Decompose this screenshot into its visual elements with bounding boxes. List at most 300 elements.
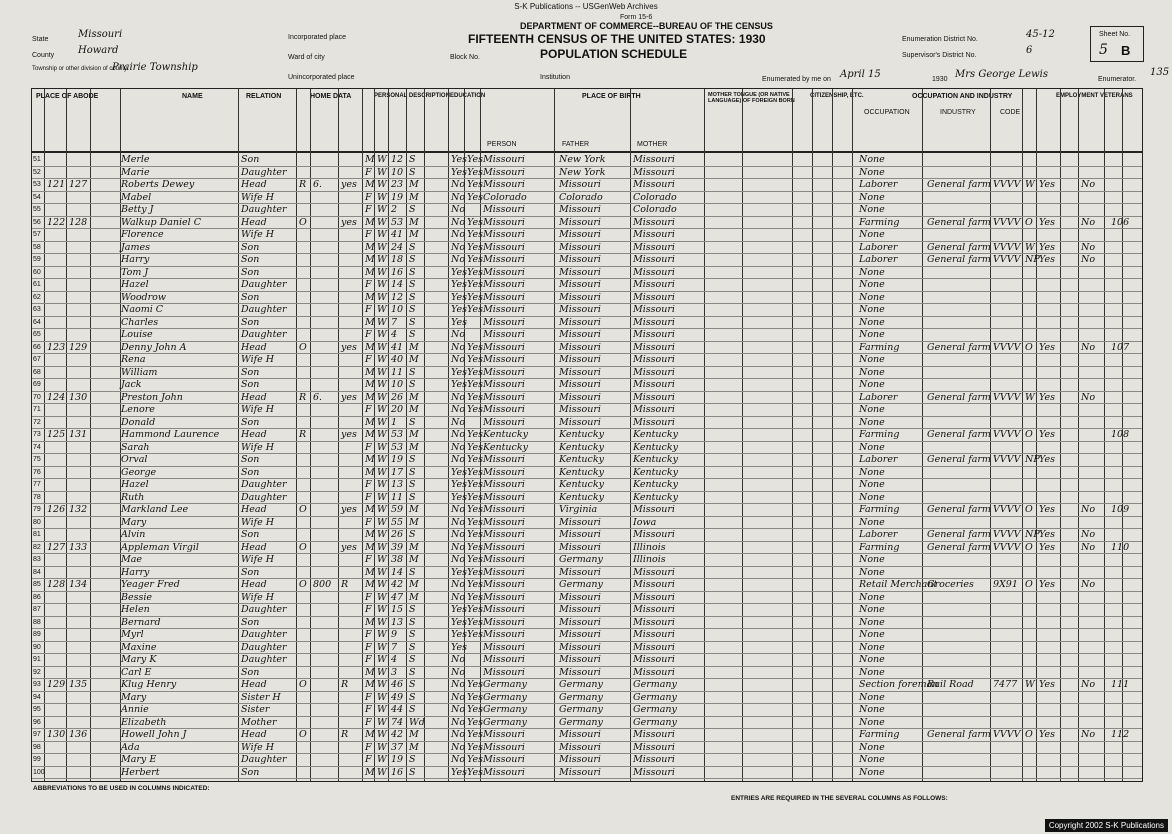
cell-occ: None (859, 279, 885, 290)
cell-rel: Head (241, 216, 267, 228)
cell-ms: M (409, 216, 419, 228)
cell-read: Yes (467, 629, 483, 640)
cell-race: W (377, 254, 387, 265)
cell-radio: yes (341, 179, 357, 190)
cell-occ: None (859, 766, 885, 778)
cell-name: Florence (121, 229, 164, 240)
cell-line: 64 (33, 318, 41, 326)
cell-bp: Missouri (483, 479, 525, 490)
cell-occ: None (859, 379, 885, 390)
cell-fam: 129 (69, 341, 88, 353)
cell-school: No (451, 591, 466, 603)
table-row (32, 416, 1142, 429)
table-row (32, 466, 1142, 479)
cell-fbp: Missouri (559, 341, 601, 353)
cell-race: W (377, 404, 387, 415)
cell-race: W (377, 479, 387, 490)
cell-age: 55 (391, 516, 404, 528)
cell-mbp: Missouri (633, 291, 675, 303)
cell-school: Yes (451, 604, 467, 615)
cell-name: Alvin (121, 529, 146, 540)
cell-age: 19 (391, 754, 404, 765)
cell-school: Yes (451, 279, 467, 290)
cell-occ: None (859, 304, 885, 315)
cell-dw: 130 (47, 729, 66, 740)
cell-ms: S (409, 704, 416, 715)
table-row (32, 716, 1142, 729)
cell-sex: F (365, 604, 372, 615)
cell-rel: Head (241, 504, 267, 515)
cell-line: 87 (33, 606, 41, 613)
cell-ind: General farm (927, 254, 991, 265)
table-row (32, 678, 1142, 691)
cell-occ: Laborer (859, 241, 898, 253)
cell-mbp: Missouri (633, 766, 675, 778)
cell-occ: None (859, 691, 885, 703)
cell-line: 95 (33, 706, 41, 713)
cell-fbp: Missouri (559, 416, 601, 428)
cell-race: W (377, 616, 387, 628)
cell-occ: None (859, 566, 885, 578)
cell-code: 7477 (993, 679, 1018, 690)
cell-school: Yes (451, 766, 467, 778)
cell-bp: Missouri (483, 316, 525, 328)
cell-read: Yes (467, 479, 483, 490)
cell-name: Hazel (121, 279, 149, 290)
cell-rel: Son (241, 454, 260, 465)
table-row (32, 741, 1142, 754)
cell-occ: None (859, 191, 885, 203)
table-row (32, 703, 1142, 716)
cell-age: 47 (391, 591, 404, 603)
cell-line: 67 (33, 356, 41, 363)
cell-age: 23 (391, 179, 404, 190)
cell-rel: Daughter (241, 479, 287, 490)
cell-bp: Missouri (483, 466, 525, 478)
cell-vet: No (1081, 504, 1096, 515)
cell-school: No (451, 741, 466, 753)
cell-line: 85 (33, 581, 41, 588)
cell-occ: None (859, 166, 885, 178)
cell-read: Yes (467, 691, 483, 703)
cell-rel: Head (241, 429, 267, 440)
header-veterans: VETERANS (1100, 93, 1133, 99)
cell-sex: M (365, 666, 375, 678)
cell-mbp: Missouri (633, 166, 675, 178)
cell-fam: 134 (69, 579, 88, 590)
table-row (32, 603, 1142, 616)
cell-rel: Head (241, 179, 267, 190)
cell-rel: Head (241, 541, 267, 553)
township-value: Prairie Township (112, 62, 198, 73)
cell-ind: General farm (927, 729, 991, 740)
cell-ms: M (409, 391, 419, 403)
table-row (32, 428, 1142, 441)
table-row (32, 166, 1142, 179)
cell-line: 96 (33, 718, 41, 726)
table-row (32, 266, 1142, 279)
cell-rel: Son (241, 266, 260, 278)
cell-ms: M (409, 579, 419, 590)
cell-fbp: Missouri (559, 379, 601, 390)
cell-occ: None (859, 491, 885, 503)
cell-bp: Missouri (483, 291, 525, 303)
cell-school: No (451, 679, 466, 690)
cell-race: W (377, 379, 387, 390)
cell-rel: Son (241, 466, 260, 478)
cell-race: W (377, 729, 387, 740)
cell-read: Yes (467, 604, 483, 615)
cell-sex: F (365, 479, 372, 490)
cell-fbp: Virginia (559, 504, 598, 515)
cell-fbp: Missouri (559, 279, 601, 290)
cell-ms: M (409, 729, 419, 740)
header-occupation: OCCUPATION (864, 109, 910, 116)
supervisor-district-value: 6 (1026, 45, 1033, 56)
cell-sex: F (365, 491, 372, 503)
cell-school: Yes (451, 316, 467, 328)
cell-age: 11 (391, 366, 404, 378)
cell-mbp: Missouri (633, 316, 675, 328)
cell-line: 51 (33, 156, 41, 163)
cell-ms: S (409, 666, 416, 678)
cell-ind: General farm (927, 241, 991, 253)
header-mother-tongue: MOTHER TONGUE (OR NATIVE LANGUAGE) OF FOREIGN BORN (708, 92, 795, 104)
cell-race: W (377, 204, 387, 215)
cell-age: 13 (391, 479, 404, 490)
cell-occ: Laborer (859, 454, 898, 465)
cell-age: 14 (391, 566, 404, 578)
cell-fbp: Germany (559, 691, 603, 703)
table-row (32, 178, 1142, 191)
cell-occ: None (859, 741, 885, 753)
cell-fbp: Missouri (559, 229, 601, 240)
cell-bp: Missouri (483, 629, 525, 640)
cell-fbp: Missouri (559, 541, 601, 553)
cell-bp: Missouri (483, 754, 525, 765)
cell-fbp: Missouri (559, 241, 601, 253)
cell-occ: Farming (859, 216, 900, 228)
cell-sex: F (365, 591, 372, 603)
cell-name: Mary (121, 691, 147, 703)
cell-read: Yes (467, 366, 483, 378)
cell-name: Annie (121, 704, 149, 715)
cell-name: Charles (121, 316, 159, 328)
department: DEPARTMENT OF COMMERCE--BUREAU OF THE CENSUS (520, 21, 773, 31)
cell-ms: S (409, 416, 416, 428)
cell-age: 59 (391, 504, 404, 515)
cell-sex: F (365, 441, 372, 453)
cell-rel: Son (241, 766, 260, 778)
cell-mbp: Missouri (633, 179, 675, 190)
cell-age: 4 (391, 654, 398, 665)
cell-age: 53 (391, 429, 404, 440)
table-row (32, 216, 1142, 229)
cell-race: W (377, 341, 387, 353)
cell-bp: Missouri (483, 616, 525, 628)
cell-sex: F (365, 329, 372, 340)
cell-race: W (377, 629, 387, 640)
cell-read: Yes (467, 241, 483, 253)
cell-read: Yes (467, 529, 483, 540)
cell-fbp: Missouri (559, 629, 601, 640)
cell-fbp: Kentucky (559, 479, 604, 490)
cell-line: 63 (33, 306, 41, 313)
cell-mbp: Missouri (633, 566, 675, 578)
cell-occ: None (859, 266, 885, 278)
cell-age: 12 (391, 154, 404, 165)
cell-own: O (299, 341, 307, 353)
cell-school: Yes (451, 166, 467, 178)
form-number: Form 15-6 (620, 14, 653, 21)
cell-line: 94 (33, 693, 41, 701)
cell-school: No (451, 691, 466, 703)
table-row (32, 228, 1142, 241)
incorporated-label: Incorporated place (288, 34, 346, 41)
cell-ms: M (409, 504, 419, 515)
abbreviations-title: ABBREVIATIONS TO BE USED IN COLUMNS INDICATED: (33, 785, 210, 792)
cell-school: Yes (451, 629, 467, 640)
cell-ms: S (409, 679, 416, 690)
cell-race: W (377, 416, 387, 428)
cell-fam: 131 (69, 429, 88, 440)
cell-school: No (451, 254, 466, 265)
cell-rel: Son (241, 529, 260, 540)
cell-race: W (377, 591, 387, 603)
cell-bp: Missouri (483, 666, 525, 678)
table-row (32, 441, 1142, 454)
cell-read: Yes (467, 516, 483, 528)
cell-occ: None (859, 716, 885, 728)
cell-age: 74 (391, 716, 404, 728)
cell-read: Yes (467, 591, 483, 603)
cell-farm: 107 (1111, 341, 1130, 353)
cell-bp: Missouri (483, 504, 525, 515)
cell-rel: Sister H (241, 691, 281, 703)
institution-label: Institution (540, 74, 570, 81)
cell-name: Herbert (121, 766, 160, 778)
cell-age: 41 (391, 229, 404, 240)
table-row (32, 191, 1142, 204)
cell-name: Myrl (121, 629, 144, 640)
cell-own: R (299, 391, 307, 403)
cell-rel: Wife H (241, 404, 275, 415)
cell-code: VVVV (993, 216, 1021, 228)
cell-line: 73 (33, 431, 41, 438)
cell-read: Yes (467, 466, 483, 478)
cell-ms: S (409, 379, 416, 390)
cell-sex: M (365, 466, 375, 478)
cell-name: Yeager Fred (121, 579, 180, 590)
cell-emp: Yes (1039, 679, 1055, 690)
cell-name: Harry (121, 254, 150, 265)
cell-bp: Germany (483, 691, 527, 703)
table-row (32, 616, 1142, 629)
cell-sex: M (365, 379, 375, 390)
cell-race: W (377, 304, 387, 315)
cell-bp: Missouri (483, 579, 525, 590)
enumerator-label: Enumerator. (1098, 76, 1137, 83)
cell-race: W (377, 279, 387, 290)
cell-line: 76 (33, 468, 41, 476)
cell-race: W (377, 191, 387, 203)
cell-dw: 127 (47, 541, 66, 553)
cell-school: Yes (451, 154, 467, 165)
enumerator-name: Mrs George Lewis (955, 69, 1048, 80)
page-mark: 135 (1150, 67, 1170, 78)
cell-line: 83 (33, 556, 41, 563)
cell-sex: M (365, 216, 375, 228)
cell-vet: No (1081, 391, 1096, 403)
cell-sex: F (365, 754, 372, 765)
cell-fbp: Kentucky (559, 429, 604, 440)
cell-school: No (451, 454, 466, 465)
cell-occ: None (859, 554, 885, 565)
cell-name: Howell John J (121, 729, 187, 740)
cell-radio: yes (341, 541, 357, 553)
cell-read: Yes (467, 454, 483, 465)
cell-school: Yes (451, 266, 467, 278)
cell-mbp: Missouri (633, 741, 675, 753)
cell-sex: M (365, 416, 375, 428)
cell-rel: Son (241, 241, 260, 253)
cell-ms: S (409, 479, 416, 490)
cell-age: 39 (391, 541, 404, 553)
cell-name: Appleman Virgil (121, 541, 199, 553)
header-citizenship: CITIZENSHIP, ETC. (810, 93, 864, 99)
cell-race: W (377, 316, 387, 328)
cell-read: Yes (467, 341, 483, 353)
cell-dw: 122 (47, 216, 66, 228)
cell-sex: F (365, 741, 372, 753)
cell-sex: F (365, 629, 372, 640)
cell-mbp: Missouri (633, 379, 675, 390)
cell-read: Yes (467, 266, 483, 278)
cell-bp: Missouri (483, 641, 525, 653)
cell-occ: None (859, 291, 885, 303)
cell-age: 26 (391, 529, 404, 540)
cell-ms: S (409, 566, 416, 578)
cell-ind: General farm (927, 216, 991, 228)
cell-ms: S (409, 329, 416, 340)
cell-fbp: Colorado (559, 191, 603, 203)
cell-age: 7 (391, 641, 398, 653)
cell-fam: 136 (69, 729, 88, 740)
cell-read: Yes (467, 166, 483, 178)
cell-occ: None (859, 354, 885, 365)
cell-age: 19 (391, 191, 404, 203)
header-home-data: HOME DATA (310, 93, 352, 100)
cell-sex: M (365, 291, 375, 303)
cell-line: 54 (33, 193, 41, 201)
cell-bp: Missouri (483, 166, 525, 178)
cell-sex: M (365, 504, 375, 515)
supervisor-district-label: Supervisor's District No. (902, 52, 977, 59)
cell-bp: Germany (483, 679, 527, 690)
cell-ms: S (409, 204, 416, 215)
cell-mbp: Missouri (633, 229, 675, 240)
header-personal: PERSONAL DESCRIPTION (374, 93, 450, 99)
cell-rel: Wife H (241, 354, 275, 365)
cell-age: 11 (391, 491, 404, 503)
cell-own: R (299, 429, 307, 440)
cell-age: 53 (391, 441, 404, 453)
cell-bp: Missouri (483, 741, 525, 753)
cell-bp: Missouri (483, 529, 525, 540)
cell-mbp: Kentucky (633, 441, 678, 453)
cell-radio: R (341, 679, 349, 690)
cell-line: 92 (33, 668, 41, 676)
cell-occ: Farming (859, 729, 900, 740)
cell-line: 78 (33, 493, 41, 501)
cell-cls: W (1025, 391, 1035, 403)
cell-mbp: Missouri (633, 341, 675, 353)
cell-rel: Son (241, 666, 260, 678)
cell-fam: 132 (69, 504, 88, 515)
table-row (32, 753, 1142, 766)
cell-race: W (377, 554, 387, 565)
cell-read: Yes (467, 254, 483, 265)
cell-rel: Head (241, 729, 267, 740)
cell-race: W (377, 654, 387, 665)
cell-own: O (299, 504, 307, 515)
cell-read: Yes (467, 616, 483, 628)
cell-age: 15 (391, 604, 404, 615)
cell-occ: None (859, 204, 885, 215)
cell-cls: NP (1025, 454, 1040, 465)
cell-school: No (451, 504, 466, 515)
cell-code: VVVV (993, 729, 1021, 740)
cell-occ: None (859, 654, 885, 665)
cell-mbp: Missouri (633, 254, 675, 265)
cell-mbp: Germany (633, 691, 677, 703)
cell-read: Yes (467, 154, 483, 165)
cell-race: W (377, 704, 387, 715)
cell-ms: M (409, 516, 419, 528)
cell-sex: M (365, 679, 375, 690)
cell-school: No (451, 204, 466, 215)
cell-bp: Missouri (483, 154, 525, 165)
cell-fbp: Missouri (559, 179, 601, 190)
cell-school: Yes (451, 291, 467, 303)
table-row (32, 153, 1142, 166)
cell-code: 9X91 (993, 579, 1018, 590)
cell-read: Yes (467, 579, 483, 590)
cell-ms: M (409, 341, 419, 353)
cell-rel: Daughter (241, 204, 287, 215)
cell-ms: S (409, 366, 416, 378)
cell-ms: M (409, 429, 419, 440)
cell-bp: Colorado (483, 191, 527, 203)
cell-school: No (451, 341, 466, 353)
cell-bp: Missouri (483, 229, 525, 240)
table-row (32, 553, 1142, 566)
cell-age: 16 (391, 766, 404, 778)
cell-vet: No (1081, 179, 1096, 190)
cell-fbp: Missouri (559, 766, 601, 778)
cell-read: Yes (467, 491, 483, 503)
cell-rel: Head (241, 391, 267, 403)
cell-line: 77 (33, 481, 41, 488)
cell-name: Lenore (121, 404, 155, 415)
enumeration-district-value: 45-12 (1026, 29, 1055, 40)
table-row (32, 328, 1142, 341)
table-row (32, 491, 1142, 504)
cell-fbp: Missouri (559, 254, 601, 265)
cell-occ: None (859, 366, 885, 378)
cell-bp: Missouri (483, 204, 525, 215)
cell-ms: S (409, 491, 416, 503)
